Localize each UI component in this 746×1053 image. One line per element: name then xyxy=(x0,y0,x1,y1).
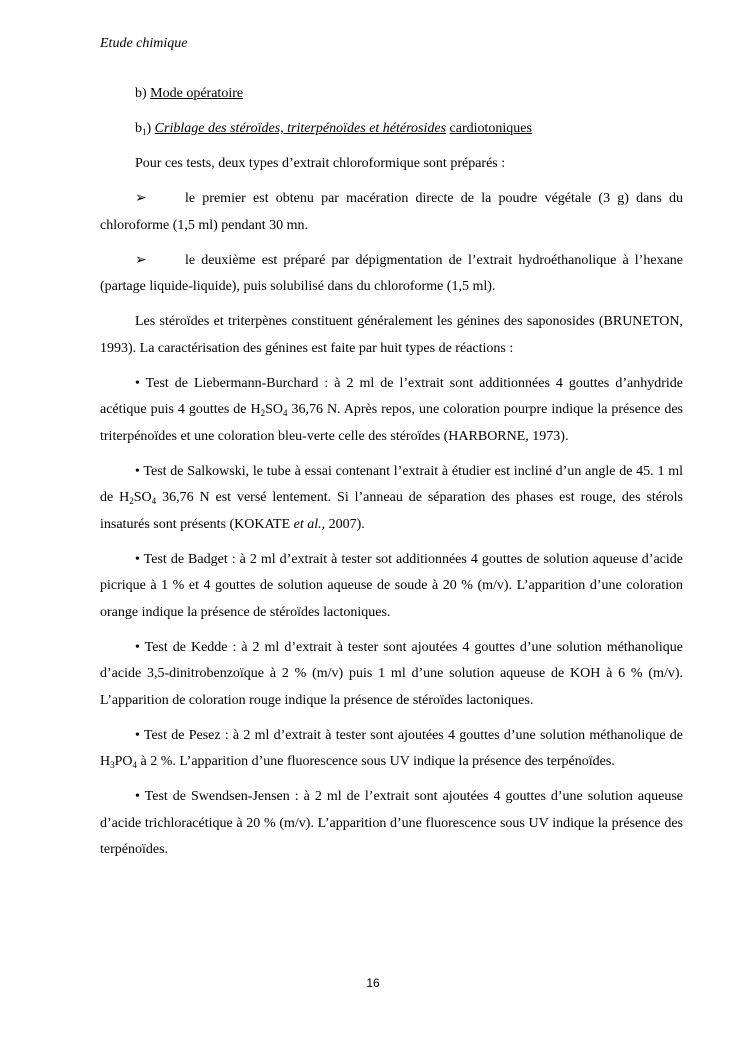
test-liebermann: • Test de Liebermann-Burchard : à 2 ml de l’extrait sont additionnées 4 gouttes d’anhydride acétique puis 4 gouttes de $H_2SO_4$ 36,76 N. Après repos, une coloration pourpre indique la présence des triterpénoïdes et une coloration bleu-verte celle des stéroïdes (HARBORNE, 1973). xyxy=(100,375,683,444)
subsection-label-sub: 1 xyxy=(142,127,147,137)
subsection-title: Criblage des stéroïdes, triterpénoïdes et hétérosides xyxy=(154,121,447,136)
genines-paragraph: Les stéroïdes et triterpènes constituent généralement les génines des saponosides (BRUNETON, 1993). La caractérisation des génines est faite par huit types de réactions : xyxy=(100,314,683,356)
section-label: b) xyxy=(135,86,151,101)
test-salkowski: • Test de Salkowski, le tube à essai contenant l’extrait à étudier est incliné d’un angle de 45. 1 ml de $H_2SO_4$ 36,76 N est versé lentement. Si l’anneau de séparation des phases est rouge, des stérols insaturés sont présents (KOKATE et al., 2007). xyxy=(100,463,683,532)
test-badget: • Test de Badget : à 2 ml d’extrait à tester sot additionnées 4 gouttes de solution aqueuse d’acide picrique à 1 % et 4 gouttes de solution aqueuse de soude à 20 % (m/v). L’apparition d’une coloration orange indique la présence de stéroïdes lactoniques. xyxy=(100,551,683,620)
document-body xyxy=(100,81,683,872)
bullet-item: ➢ le premier est obtenu par macération directe de la poudre végétale (3 g) dans du chloroforme (1,5 ml) pendant 30 mn. xyxy=(100,186,683,239)
test-kedde: • Test de Kedde : à 2 ml d’extrait à tester sont ajoutées 4 gouttes d’une solution méthanolique d’acide 3,5-dinitrobenzoïque à 2 % (m/v) puis 1 ml d’une solution aqueuse de KOH à 6 % (m/v). L’apparition de coloration rouge indique la présence de stéroïdes lactoniques. xyxy=(100,639,683,708)
test-pesez: • Test de Pesez : à 2 ml d’extrait à tester sont ajoutées 4 gouttes d’une solution méthanolique de $H_3PO_4$ à 2 %. L’apparition d’une fluorescence sous UV indique la présence des terpénoïdes. xyxy=(100,727,683,770)
arrow-bullet-icon: ➢ xyxy=(135,252,147,268)
subsection-title-end: cardiotoniques xyxy=(449,121,532,136)
section-title: Mode opératoire xyxy=(150,86,244,101)
subsection-heading: $b_1$) Criblage des stéroïdes, triterpénoïdes et hétérosides cardiotoniques xyxy=(135,121,532,137)
test-swendsen-jensen: • Test de Swendsen-Jensen : à 2 ml de l’extrait sont ajoutées 4 gouttes d’une solution aqueuse d’acide trichloracétique à 20 % (m/v). L’apparition d’une fluorescence sous UV indique la présence des terpénoïdes. xyxy=(100,789,683,857)
intro-paragraph: Pour ces tests, deux types d’extrait chloroformique sont préparés : xyxy=(135,156,506,171)
section-heading xyxy=(100,81,683,108)
subsection-label: b xyxy=(135,121,142,136)
bullet-item: ➢ le deuxième est préparé par dépigmentation de l’extrait hydroéthanolique à l’hexane (partage liquide-liquide), puis solubilisé dans du chloroforme (1,5 ml). xyxy=(100,248,683,301)
page-number: 16 xyxy=(366,976,380,990)
running-header: Etude chimique xyxy=(100,36,188,51)
arrow-bullet-icon: ➢ xyxy=(135,191,147,206)
